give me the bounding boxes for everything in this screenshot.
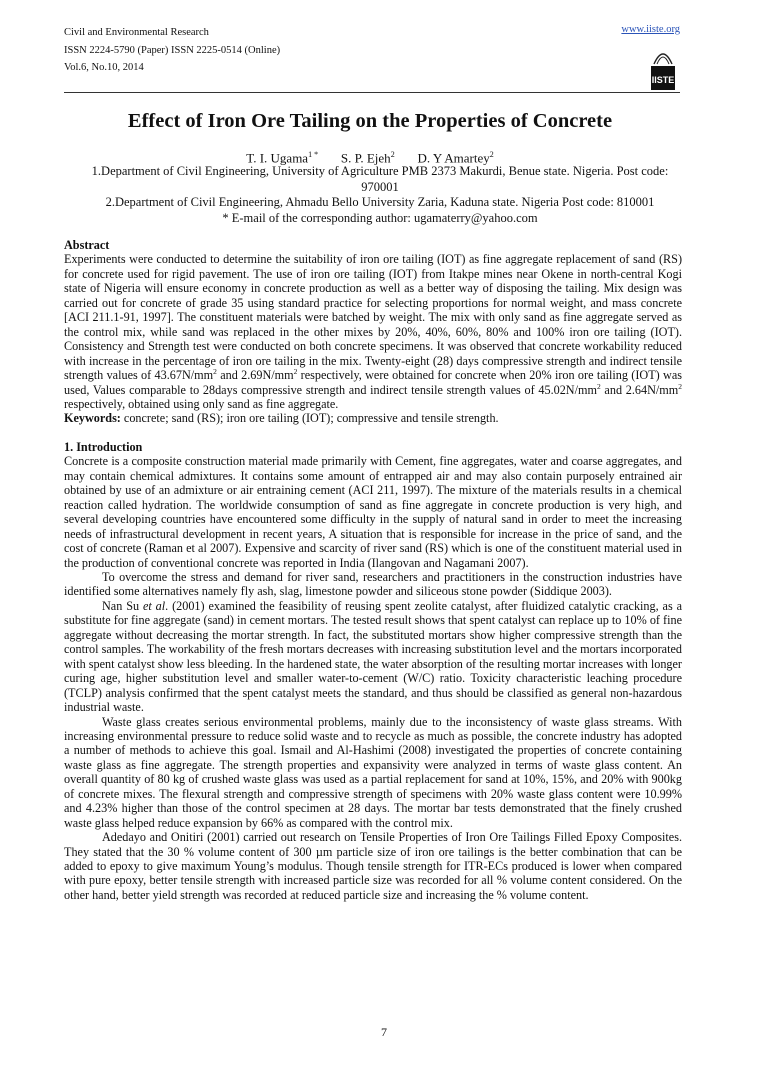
author-name: D. Y Amartey xyxy=(417,150,490,166)
intro-paragraph-4: Waste glass creates serious environmental problems, mainly due to the inconsistency of waste glass streams. With increasing environmental pressure to reduce solid waste and to recycle as much as possible, the concrete industry has adopted a number of methods to achieve this goal. Ismail and Al-Hashimi (2008) investigated the properties of concrete containing waste glass as fine aggregate. The strength properties and expansivity were analyzed in terms of waste glass content. An overall quantity of 80 kg of crushed waste glass was used as a partial replacement for sand at 10%, 15%, and 20% with 900kg of concrete mixes. The flexural strength and compressive strength of specimens with 20% waste glass content were 10.99% and 4.23% higher than those of the control specimen at 28 days. The mortar bar tests demonstrated that the finely crushed waste glass helped reduce expansion by 66% as compared with the control mix. xyxy=(64,714,682,830)
abstract-heading: Abstract xyxy=(64,238,110,252)
page-number: 7 xyxy=(381,1025,387,1039)
intro-paragraph-3: Nan Su et al. (2001) examined the feasibility of reusing spent zeolite catalyst, after fluidized catalytic cracking, as a substitute for fine aggregate (sand) in cement mortars. The tested result shows that spent catalyst can replace up to 10% of fine aggregate without decreasing the mortar strength. In fact, the substituted mortars show higher compressive strength than the control samples. The workability of the fresh mortars decreases with increasing substitution level and the mortars incorporated with spent catalyst show less bleeding. In the hardened state, the water absorption of the resulting mortar increases with longer curing age, higher substitution level and smaller water-to-cement (W/C) ratio. Toxicity characteristic leaching procedure (TCLP) analysis confirmed that the spent catalyst meets the standard, and thus should be classified as general non-hazardous industrial waste. xyxy=(64,598,682,715)
iiste-logo-icon xyxy=(650,42,676,92)
journal-name: Civil and Environmental Research xyxy=(64,27,209,38)
keywords-label: Keywords: xyxy=(64,411,121,426)
author-superscript: 2 xyxy=(489,150,494,159)
paper-title: Effect of Iron Ore Tailing on the Properties of Concrete xyxy=(127,110,613,132)
paper-body xyxy=(64,238,682,902)
affiliations xyxy=(80,164,680,226)
author-name: T. I. Ugama xyxy=(246,150,309,166)
journal-volume: Vol.6, No.10, 2014 xyxy=(64,62,144,73)
journal-website-link[interactable]: www.iiste.org xyxy=(621,24,680,35)
affiliation-1: 1.Department of Civil Engineering, University of Agriculture PMB 2373 Makurdi, Benue state. Nigeria. Post code: 970001 xyxy=(91,164,669,194)
author-name: S. P. Ejeh xyxy=(340,150,391,166)
abstract-text: Experiments were conducted to determine the suitability of iron ore tailing (IOT) as fine aggregate replacement of sand (RS) for concrete used for rigid pavement. The use of iron ore tailing (IOT) from Itakpe mines near Okene in north-central Kogi state of Nigeria will ensure economy in concrete production as well as a better way of disposing the tailing. Mix design was carried out for concrete of grade 35 using standard practice for selecting proportions for normal weight, and mass concrete [ACI 211.1-91, 1997]. The constituent materials were batched by weight. The mix with only sand as fine aggregate served as the control mix, while sand was replaced in the other mixes by 20%, 40%, 60%, 80% and 100% iron ore tailing (IOT). Consistency and Strength test were conducted on both concrete specimens. It was observed that concrete workability reduced with increase in the percentage of iron ore tailing in the mix. Twenty-eight (28) days compressive strength and indirect tensile strength values of $43.67N/mm^2$ and $2.69N/mm^2$ respectively, were obtained for concrete when 20% iron ore tailing (IOT) was used, Values comparable to 28days compressive strength and indirect tensile strength values of $45.02N/mm^2$ and $2.64N/mm^2$ respectively, obtained using only sand as fine aggregate. xyxy=(64,252,682,411)
section-heading-introduction: 1. Introduction xyxy=(64,439,143,454)
author-superscript: 2 xyxy=(390,150,395,159)
affiliation-2: 2.Department of Civil Engineering, Ahmadu Bello University Zaria, Kaduna state. Nigeria Post code: 810001 xyxy=(105,195,655,209)
intro-paragraph-2: To overcome the stress and demand for river sand, researchers and practitioners in the construction industries have identified some alternatives namely fly ash, slag, limestone powder and siliceous stone powder (Siddique 2003). xyxy=(64,569,682,599)
journal-header xyxy=(64,24,280,77)
logo-text: IISTE xyxy=(651,75,675,85)
intro-paragraph-5: Adedayo and Onitiri (2001) carried out research on Tensile Properties of Iron Ore Tailings Filled Epoxy Composites. They stated that the 30 % volume content of 300 µm particle size of iron ore tailings is the better combination that can be added to epoxy to give maximum Young’s modulus. Though tensile strength for ITR-ECs produced is lower when compared with pure epoxy, better tensile strength with increased particle size was recorded for all % volume content considered. On the other hand, better yield strength was recorded at reduced particle size and increasing the % volume content. xyxy=(64,830,682,902)
author-superscript: 1 * xyxy=(308,150,319,159)
keywords: Keywords: concrete; sand (RS); iron ore tailing (IOT); compressive and tensile strength. xyxy=(64,411,499,426)
corresponding-email: * E-mail of the corresponding author: ugamaterry@yahoo.com xyxy=(222,210,538,225)
journal-issn: ISSN 2224-5790 (Paper) ISSN 2225-0514 (Online) xyxy=(64,44,281,56)
header-divider xyxy=(64,92,680,93)
intro-paragraph-1: Concrete is a composite construction material made primarily with Cement, fine aggregates, water and coarse aggregates, and may contain chemical admixtures. It contains some amount of entrapped air and may also contain purposely entrained air obtained by use of an admixture or air entraining cement (ACI 211, 1997). The mixture of the materials results in a chemical reaction called hydration. The worldwide consumption of sand as fine aggregate in concrete production is very high, and several developing countries have encountered some difficulty in the supply of natural sand in order to meet the increasing needs of infrastructural development in recent years, A situation that is responsible for increase in the price of sand, and the cost of concrete (Raman et al 2007). Expensive and scarcity of river sand (RS) which is one of the constituent material used in the production of conventional concrete was reported in India (Ilangovan and Nagamani 2007). xyxy=(64,454,682,570)
